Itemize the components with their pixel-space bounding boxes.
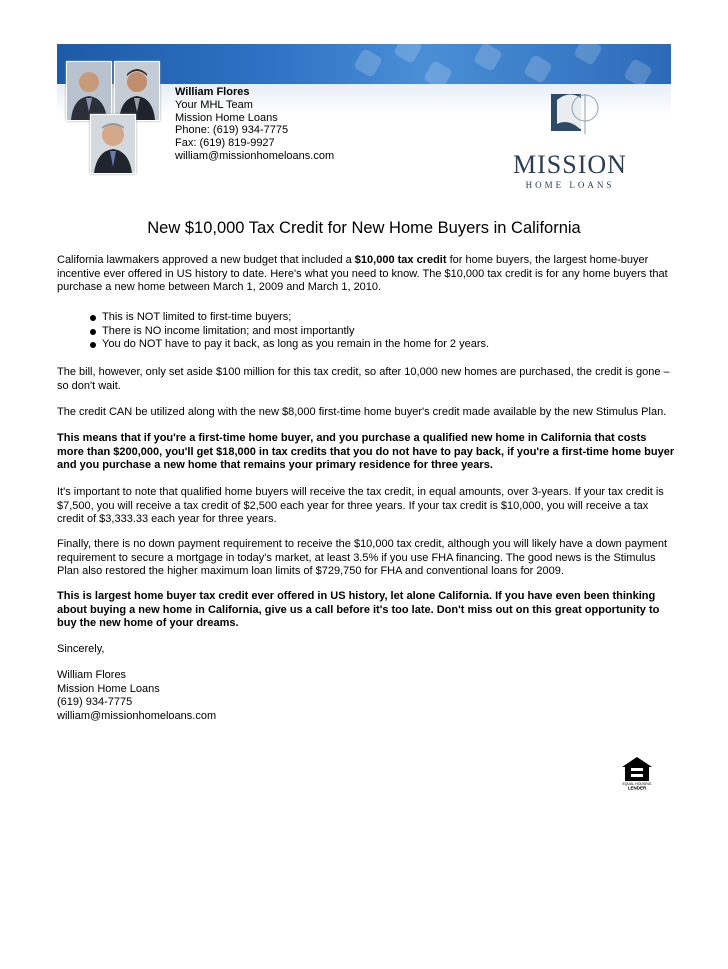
equal-housing-lender-logo: [621, 756, 653, 790]
list-item: This is NOT limited to first-time buyers;: [90, 311, 489, 325]
agent-photo: [66, 61, 112, 121]
agent-photo: [90, 114, 136, 174]
contact-email[interactable]: william@missionhomeloans.com: [175, 149, 335, 162]
intro-text: California lawmakers approved a new budget that included a: [57, 254, 355, 266]
logo-wordmark: MISSION: [513, 150, 627, 179]
ehl-line2: LENDER: [627, 785, 647, 790]
page-title: New $10,000 Tax Credit for New Home Buyers in California: [147, 219, 581, 237]
logo-subtitle: HOME LOANS: [525, 180, 615, 190]
signature-company: Mission Home Loans: [57, 682, 160, 695]
signature-name: William Flores: [57, 669, 127, 681]
letterhead: [57, 44, 671, 190]
signature-block: [57, 669, 216, 723]
paragraph-first-time: This means that if you're a first-time home buyer, and you purchase a qualified new home in California that costs more than $200,000, you'll get $18,000 in tax credits that you do not have to pay back, if you're a first-time home buyer and you purchase a new home that remains your primary residence for three years.: [57, 432, 675, 471]
contact-fax: Fax: (619) 819-9927: [175, 137, 275, 150]
list-item: There is NO income limitation; and most importantly: [90, 325, 489, 339]
signature-phone: (619) 934-7775: [57, 696, 133, 708]
equal-housing-icon: [621, 756, 653, 790]
paragraph-installments: It's important to note that qualified home buyers will receive the tax credit, in equal amounts, over 3-years. If your tax credit is $7,500, you will receive a tax credit of $2,500 each year for three years. If your tax credit is $10,000, you will receive a tax credit of $3,333.33 each year for three years.: [57, 486, 664, 525]
logo-mark-icon: [505, 88, 635, 148]
intro-paragraph: [57, 254, 675, 295]
paragraph-budget: The bill, however, only set aside $100 million for this tax credit, so after 10,000 new homes are purchased, the credit is gone – so don't wait.: [57, 366, 670, 392]
intro-highlight: $10,000 tax credit: [354, 254, 447, 266]
paragraph-down-payment: Finally, there is no down payment requirement to receive the $10,000 tax credit, although you will likely have a down payment requirement to secure a mortgage in today's market, at least 3.5% if you use FHA financing. The good news is the Stimulus Plan also restored the higher maximum loan limits of $729,750 for FHA and conventional loans for 2009.: [57, 538, 668, 577]
ehl-line1: EQUAL HOUSING: [622, 782, 652, 786]
mission-home-loans-logo: [505, 88, 635, 190]
agent-photo: [114, 61, 160, 121]
contact-team: Your MHL Team: [175, 98, 253, 111]
contact-block: [175, 86, 334, 163]
contact-phone: Phone: (619) 934-7775: [175, 124, 289, 137]
list-item: You do NOT have to pay it back, as long as you remain in the home for 2 years.: [90, 338, 489, 352]
contact-company: Mission Home Loans: [175, 111, 278, 124]
contact-name: William Flores: [175, 86, 250, 98]
intro-text-end: for home buyers, the largest home-buyer incentive ever offered in US history to date. Here's what you need to know. The $10,000 tax credit is for any home buyers that purchase a new home between March 1, 2009 and March 1, 2010.: [57, 254, 668, 293]
paragraph-call-to-action: This is largest home buyer tax credit ever offered in US history, let alone California. If you have even been thinking about buying a new home in California, give us a call before it's too late. Don't miss out on this great opportunity to buy the new home of your dreams.: [57, 590, 660, 629]
signature-email[interactable]: william@missionhomeloans.com: [57, 709, 217, 722]
closing: Sincerely,: [57, 643, 105, 655]
bullet-list: [90, 311, 489, 352]
paragraph-stacking: The credit CAN be utilized along with the new $8,000 first-time home buyer's credit made available by the new Stimulus Plan.: [57, 406, 667, 418]
